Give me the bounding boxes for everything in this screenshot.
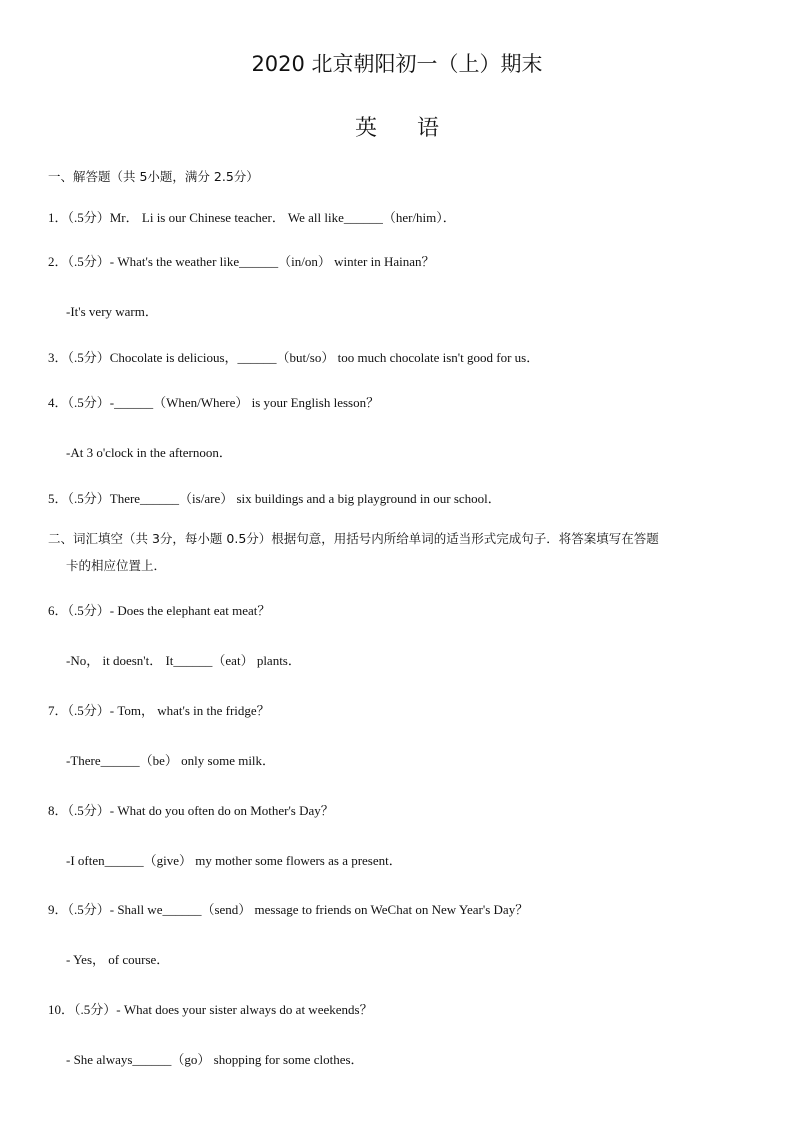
question-5: 5．（.5分）There______（is/are） six buildings and a big playground in our school． (48, 491, 501, 506)
question-3: 3．（.5分）Chocolate is delicious，______（but/so） too much chocolate isn't good for us． (48, 350, 540, 365)
section-2-heading-line1: 二、词汇填空（共 3分，每小题 0.5分）根据句意，用括号内所给单词的适当形式完成句子．将答案填写在答题 (48, 531, 659, 546)
question-8-answer-line: -I often______（give） my mother some flowers as a present． (66, 853, 402, 868)
question-10-answer-line: - She always______（go） shopping for some clothes． (66, 1052, 364, 1067)
question-7-answer-line: -There______（be） only some milk． (66, 753, 276, 768)
question-9-answer-line: - Yes， of course． (66, 952, 170, 967)
question-4: 4．（.5分）-______（When/Where） is your English lesson？ (48, 395, 380, 410)
question-1: 1．（.5分）Mr． Li is our Chinese teacher． We all like______（her/him）． (48, 210, 456, 225)
question-6-answer-line: -No， it doesn't． It______（eat） plants． (66, 653, 301, 668)
question-2-answer-line: -It's very warm． (66, 304, 158, 319)
question-4-answer-line: -At 3 o'clock in the afternoon． (66, 445, 232, 460)
page-title: 2020 北京朝阳初一（上）期末 (251, 52, 543, 76)
question-9: 9．（.5分）- Shall we______（send） message to friends on WeChat on New Year's Day？ (48, 902, 529, 917)
question-2: 2．（.5分）- What's the weather like______（in/on） winter in Hainan？ (48, 254, 435, 269)
section-1-heading: 一、解答题（共 5小题，满分 2.5分） (48, 169, 259, 184)
question-6: 6．（.5分）- Does the elephant eat meat？ (48, 603, 271, 618)
question-10: 10．（.5分）- What does your sister always do at weekends？ (48, 1002, 373, 1017)
subject-title: 英语 (354, 116, 479, 141)
question-7: 7．（.5分）- Tom， what's in the fridge？ (48, 703, 270, 718)
section-2-heading-line2: 卡的相应位置上． (66, 558, 167, 573)
question-8: 8．（.5分）- What do you often do on Mother's Day？ (48, 803, 334, 818)
